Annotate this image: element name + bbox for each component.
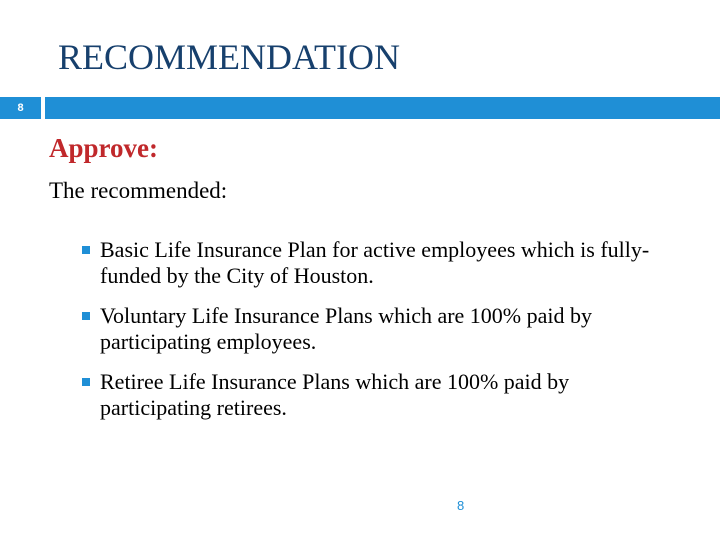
square-bullet-icon	[82, 312, 90, 320]
square-bullet-icon	[82, 378, 90, 386]
header-bar	[45, 97, 720, 119]
bullet-text: Voluntary Life Insurance Plans which are 100% paid by participating employees.	[100, 303, 593, 354]
approve-heading: Approve:	[49, 133, 159, 163]
square-bullet-icon	[82, 246, 90, 254]
bullet-text: Basic Life Insurance Plan for active employees which is fully-funded by the City of Houston.	[100, 237, 650, 288]
bullet-list	[82, 237, 682, 435]
slide-number-badge	[0, 97, 41, 119]
list-item	[82, 237, 682, 289]
list-item	[82, 369, 682, 421]
intro-text: The recommended:	[49, 178, 228, 203]
slide-number: 8	[17, 102, 24, 114]
slide-title: RECOMMENDATION	[58, 37, 400, 77]
footer-page-number: 8	[457, 498, 465, 513]
bullet-text: Retiree Life Insurance Plans which are 100% paid by participating retirees.	[100, 369, 570, 420]
list-item	[82, 303, 682, 355]
